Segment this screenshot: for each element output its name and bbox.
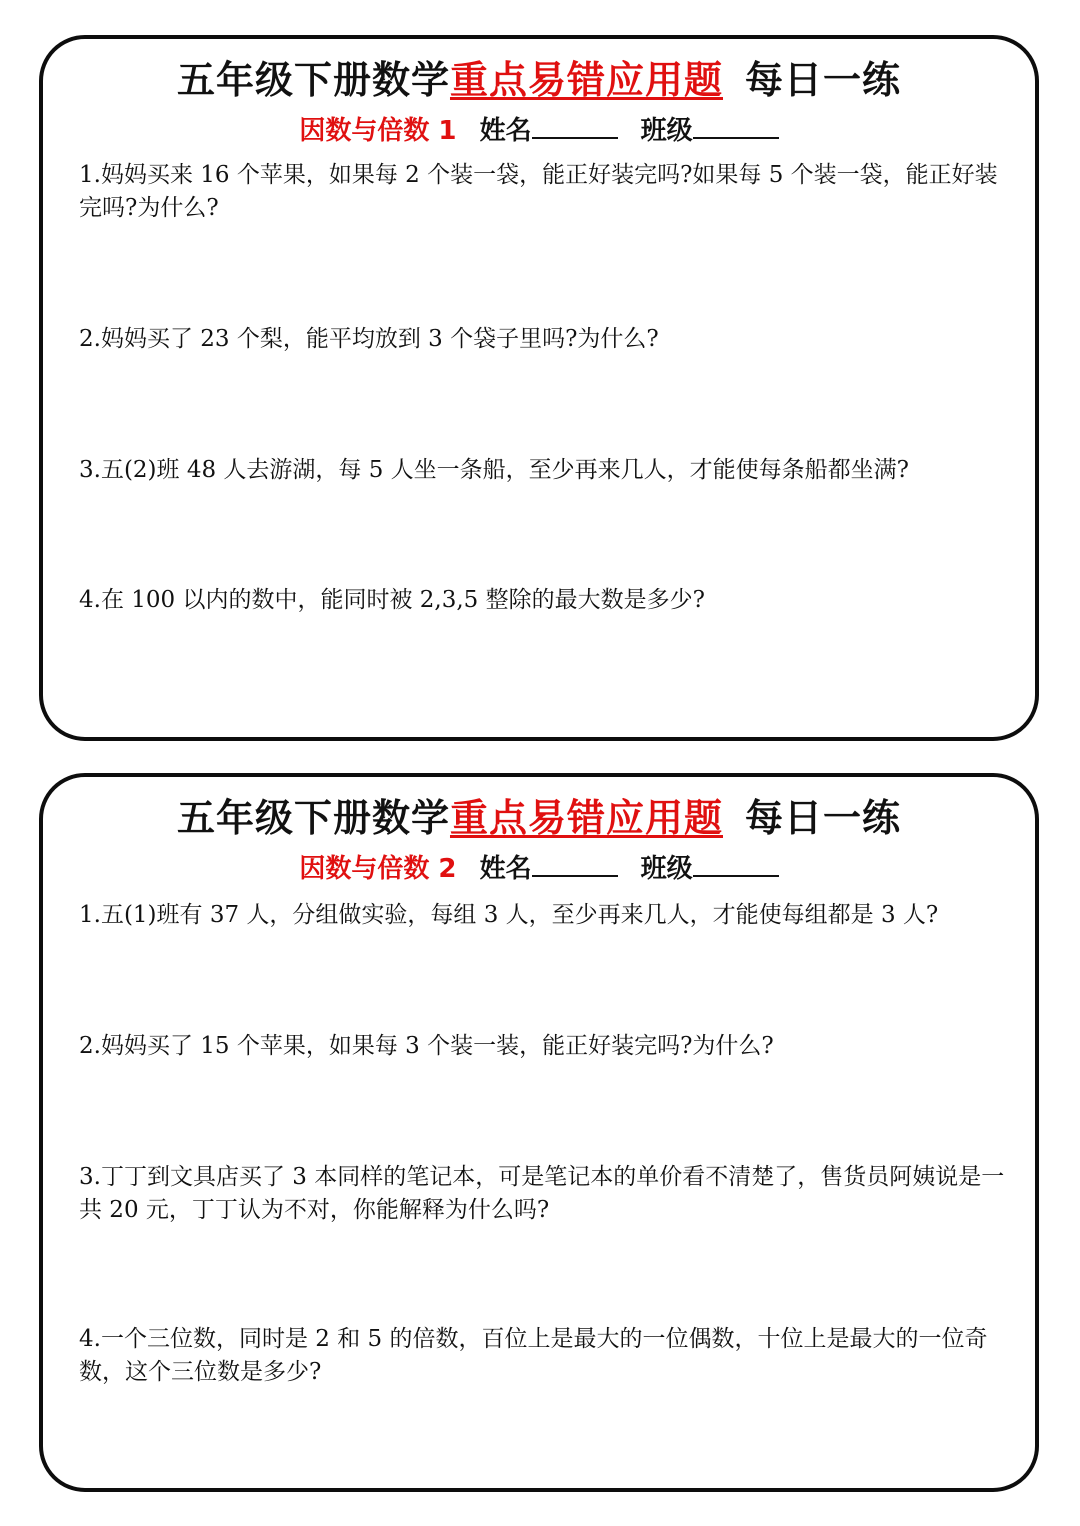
worksheet-subtitle xyxy=(43,111,1035,148)
class-label: 班级 xyxy=(640,116,693,146)
worksheet-title xyxy=(43,795,1035,841)
class-label: 班级 xyxy=(640,854,693,884)
name-label: 姓名 xyxy=(479,854,532,884)
worksheet-title xyxy=(43,57,1035,103)
title-highlight: 重点易错应用题 xyxy=(449,58,723,102)
name-blank[interactable] xyxy=(532,849,618,877)
title-grade: 五年级下册数学 xyxy=(176,58,450,102)
title-daily: 每日一练 xyxy=(745,58,902,102)
question-4: 4.在 100 以内的数中，能同时被 2,3,5 整除的最大数是多少? xyxy=(79,587,705,613)
class-blank[interactable] xyxy=(693,111,779,139)
worksheet-card-2 xyxy=(39,773,1039,1492)
question-3: 3.丁丁到文具店买了 3 本同样的笔记本，可是笔记本的单价看不清楚了，售货员阿姨说是一共 20 元，丁丁认为不对，你能解释为什么吗? xyxy=(79,1164,1005,1223)
question-4: 4.一个三位数，同时是 2 和 5 的倍数，百位上是最大的一位偶数，十位上是最大的一位奇数，这个三位数是多少? xyxy=(79,1326,988,1385)
question-3: 3.五(2)班 48 人去游湖，每 5 人坐一条船，至少再来几人，才能使每条船都坐满? xyxy=(79,457,909,483)
topic-label: 因数与倍数 2 xyxy=(299,854,457,884)
title-highlight: 重点易错应用题 xyxy=(449,796,723,840)
title-grade: 五年级下册数学 xyxy=(176,796,450,840)
class-blank[interactable] xyxy=(693,849,779,877)
title-daily: 每日一练 xyxy=(745,796,902,840)
question-1: 1.五(1)班有 37 人，分组做实验，每组 3 人，至少再来几人，才能使每组都是 3 人? xyxy=(79,902,939,928)
name-label: 姓名 xyxy=(479,116,532,146)
question-1: 1.妈妈买来 16 个苹果，如果每 2 个装一袋，能正好装完吗?如果每 5 个装一袋，能正好装完吗?为什么? xyxy=(79,162,998,221)
question-2: 2.妈妈买了 23 个梨，能平均放到 3 个袋子里吗?为什么? xyxy=(79,326,659,352)
worksheet-subtitle xyxy=(43,849,1035,886)
topic-label: 因数与倍数 1 xyxy=(299,116,457,146)
worksheet-card-1 xyxy=(39,35,1039,741)
question-2: 2.妈妈买了 15 个苹果，如果每 3 个装一装，能正好装完吗?为什么? xyxy=(79,1033,774,1059)
name-blank[interactable] xyxy=(532,111,618,139)
